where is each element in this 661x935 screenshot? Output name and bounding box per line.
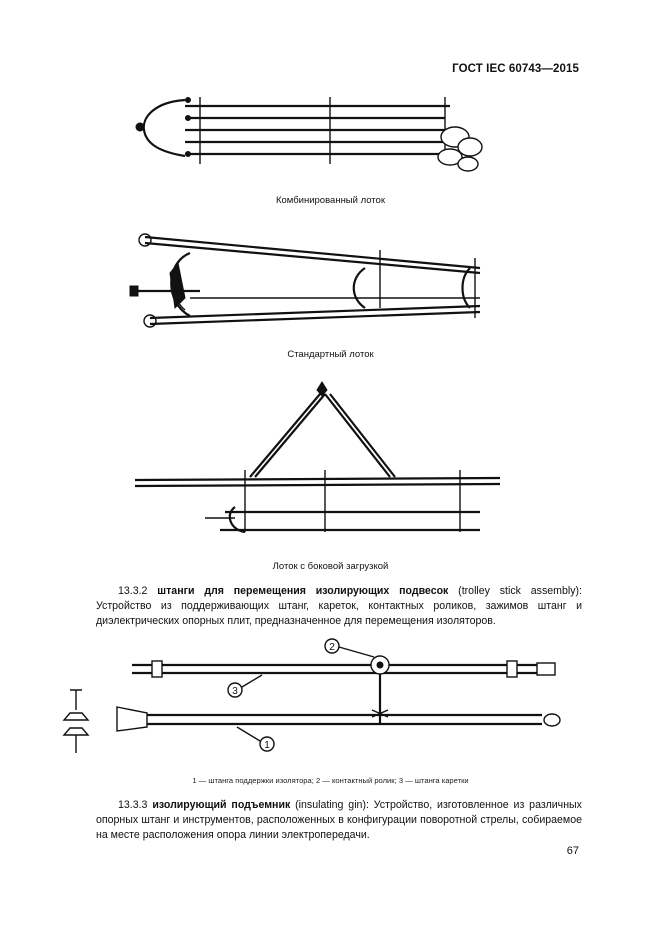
side-load-tray-caption: Лоток с боковой загрузкой	[272, 561, 389, 572]
combined-tray-caption: Комбинированный лоток	[275, 195, 385, 206]
section-number: 13.3.3	[118, 799, 148, 811]
callout-2: 2	[329, 642, 335, 653]
standard-tray-illustration	[130, 228, 500, 343]
callout-3: 3	[232, 686, 238, 697]
combined-tray-illustration	[130, 92, 490, 182]
page-number: 67	[566, 845, 579, 857]
trolley-stick-illustration	[62, 635, 582, 770]
section-13-3-3	[96, 798, 582, 843]
section-term-en: (trolley stick assembly)	[458, 585, 580, 597]
section-number: 13.3.2	[118, 585, 148, 597]
section-text: : Устройство, изготовленное из различных опорных штанг и инструментов, расположенных в конфигурации поворотной стрелы, собираемое на месте расположения опора линии электропередачи.	[96, 799, 582, 841]
section-text: : Устройство из поддерживающих штанг, кареток, контактных роликов, зажимов штанг и диэлектрических опорных плит, предназначенное для перемещения изоляторов.	[96, 585, 582, 627]
standard-tray-caption: Стандартный лоток	[287, 349, 374, 360]
trolley-legend: 1 — штанга поддержки изолятора; 2 — контактный ролик; 3 — штанга каретки	[192, 776, 469, 785]
callout-1: 1	[264, 740, 270, 751]
section-term-en: (insulating gin)	[295, 799, 366, 811]
side-load-tray-illustration	[135, 382, 500, 540]
section-term: изолирующий подъемник	[152, 799, 291, 811]
section-term: штанги для перемещения изолирующих подвесок	[157, 585, 449, 597]
document-standard-header: ГОСТ IEC 60743—2015	[452, 63, 579, 75]
section-13-3-2	[96, 584, 582, 629]
